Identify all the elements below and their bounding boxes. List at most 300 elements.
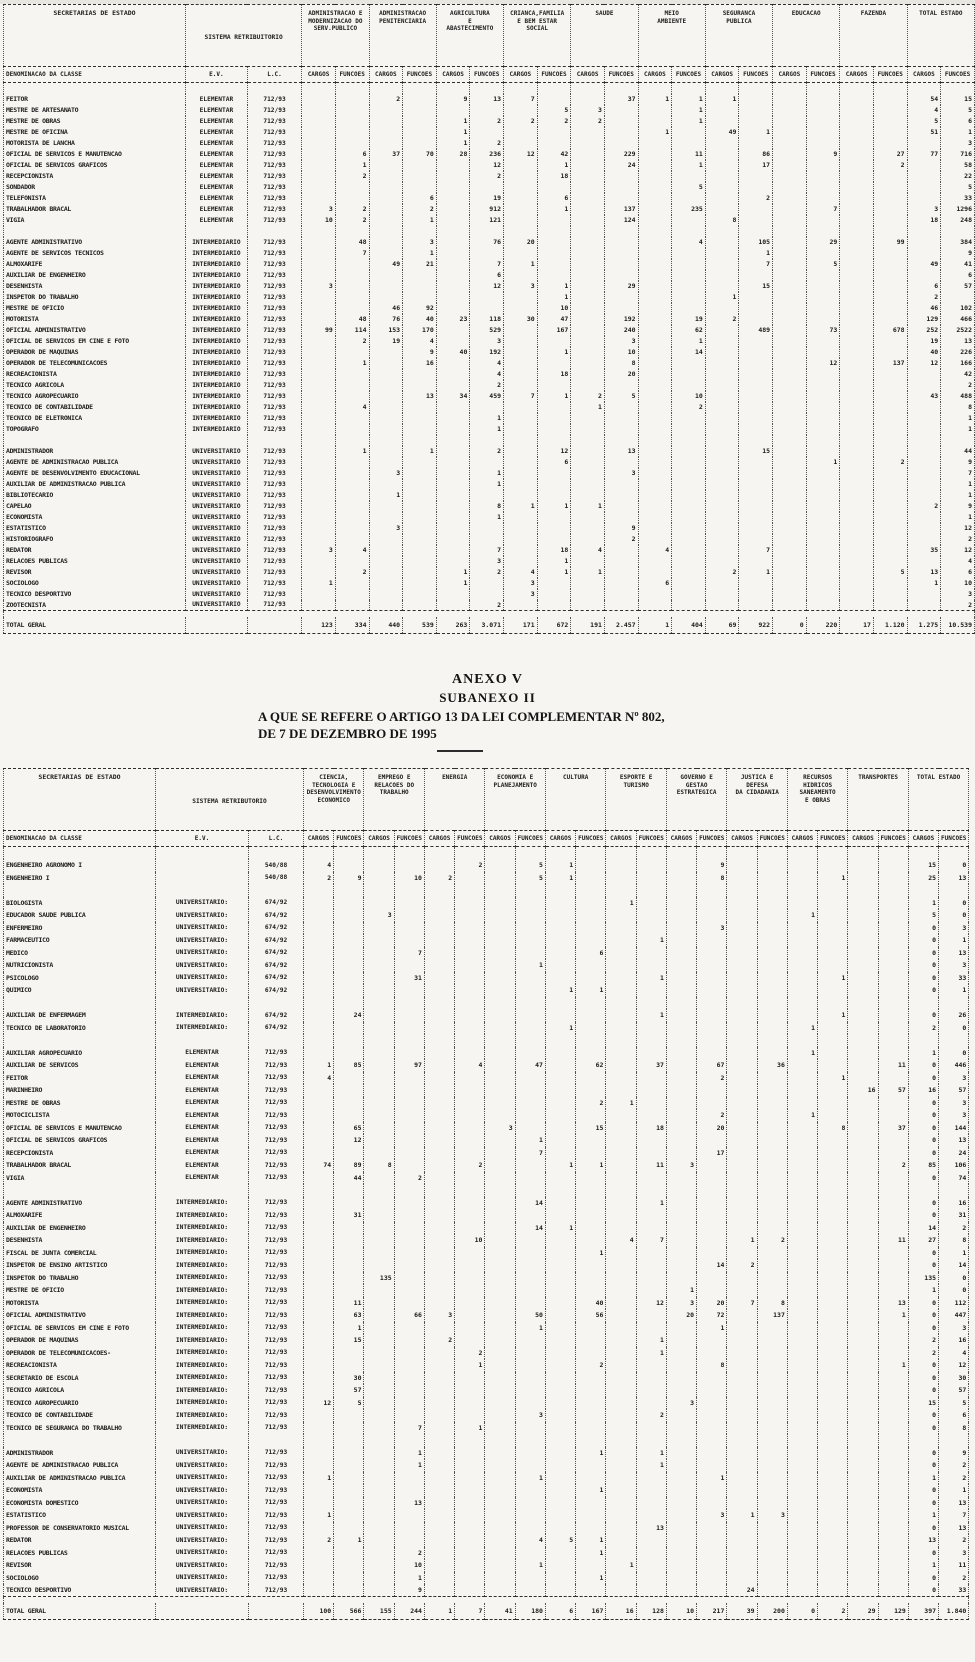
table-row xyxy=(4,578,975,589)
value-cell xyxy=(537,94,571,105)
value-cell xyxy=(878,947,908,960)
class-name-cell: AGENTE ADMINISTRATIVO xyxy=(4,1197,156,1210)
class-name-cell: VIGIA xyxy=(4,215,186,226)
value-cell xyxy=(705,336,739,347)
value-cell xyxy=(787,1522,817,1535)
value-cell xyxy=(504,303,538,314)
value-cell: 8 xyxy=(697,1359,727,1372)
value-cell xyxy=(840,545,874,556)
value-cell xyxy=(636,947,666,960)
value-cell xyxy=(364,1359,394,1372)
value-cell xyxy=(806,380,840,391)
value-cell xyxy=(757,1047,787,1060)
value-cell xyxy=(672,435,706,446)
value-cell xyxy=(424,1259,454,1272)
value-cell xyxy=(878,1434,908,1447)
value-cell xyxy=(727,984,757,997)
value-cell xyxy=(697,959,727,972)
value-cell xyxy=(773,413,807,424)
value-cell: 9 xyxy=(403,347,437,358)
value-cell xyxy=(364,1072,394,1085)
value-cell xyxy=(878,859,908,872)
value-cell: 7 xyxy=(941,468,975,479)
value-cell xyxy=(848,1584,878,1597)
value-cell xyxy=(818,897,848,910)
value-cell xyxy=(672,259,706,270)
value-cell xyxy=(873,127,907,138)
value-cell: 20 xyxy=(697,1297,727,1310)
group-header-line: PLANEJAMENTO xyxy=(493,781,537,789)
value-cell xyxy=(545,1184,575,1197)
value-cell xyxy=(840,149,874,160)
group-header-line: ECONOMIA E xyxy=(497,774,534,781)
group-header-line: E BEM ESTAR xyxy=(517,17,558,25)
value-cell xyxy=(537,424,571,435)
value-cell xyxy=(697,1159,727,1172)
value-cell xyxy=(638,237,672,248)
value-cell: 912 xyxy=(470,204,504,215)
value-cell: 124 xyxy=(604,215,638,226)
class-name-cell: ENGENHEIRO AGRONOMO I xyxy=(4,859,156,872)
value-cell: 1 xyxy=(455,1422,485,1435)
value-cell: 5 xyxy=(939,1397,969,1410)
value-cell: 19 xyxy=(470,193,504,204)
value-cell xyxy=(757,1284,787,1297)
value-cell xyxy=(806,292,840,303)
ev-cell: ELEMENTAR xyxy=(186,215,248,226)
value-cell xyxy=(773,237,807,248)
value-cell xyxy=(394,1234,424,1247)
class-name-cell: AUXILIAR DE ADMINISTRACAO PUBLICA xyxy=(4,1472,156,1485)
value-cell xyxy=(806,567,840,578)
value-cell xyxy=(727,934,757,947)
value-cell xyxy=(727,872,757,885)
value-cell xyxy=(697,1197,727,1210)
value-cell xyxy=(302,160,336,171)
value-cell: 1 xyxy=(576,1534,606,1547)
value-cell: 57 xyxy=(941,281,975,292)
value-cell xyxy=(818,1234,848,1247)
value-cell: 4 xyxy=(939,1347,969,1360)
value-cell xyxy=(436,556,470,567)
value-cell: 1 xyxy=(470,424,504,435)
value-cell xyxy=(739,556,773,567)
value-cell xyxy=(666,847,696,860)
value-cell xyxy=(878,922,908,935)
value-cell xyxy=(485,1459,515,1472)
table-row xyxy=(4,1084,969,1097)
value-cell: 74 xyxy=(304,1159,334,1172)
value-cell xyxy=(504,402,538,413)
table-row xyxy=(4,947,969,960)
value-cell: 18 xyxy=(537,369,571,380)
class-name-cell xyxy=(4,884,156,897)
value-cell xyxy=(436,501,470,512)
value-cell xyxy=(515,1034,545,1047)
value-cell xyxy=(606,1047,636,1060)
value-cell xyxy=(545,1109,575,1122)
value-cell xyxy=(840,567,874,578)
value-cell xyxy=(908,847,938,860)
value-cell xyxy=(424,1097,454,1110)
ev-cell xyxy=(156,884,249,897)
value-cell xyxy=(537,248,571,259)
value-cell: 9 xyxy=(436,94,470,105)
value-cell xyxy=(424,1134,454,1147)
value-cell xyxy=(636,1372,666,1385)
value-cell xyxy=(606,1384,636,1397)
value-cell xyxy=(571,490,605,501)
value-cell: 2 xyxy=(470,446,504,457)
value-cell xyxy=(424,1484,454,1497)
value-cell xyxy=(636,1072,666,1085)
table-row xyxy=(4,204,975,215)
value-cell: 12 xyxy=(941,523,975,534)
table-row xyxy=(4,1409,969,1422)
value-cell xyxy=(907,248,941,259)
value-cell: 0 xyxy=(908,1322,938,1335)
value-cell xyxy=(335,193,369,204)
value-cell xyxy=(818,1547,848,1560)
value-cell xyxy=(757,1197,787,1210)
value-cell xyxy=(739,490,773,501)
value-cell xyxy=(773,457,807,468)
class-name-cell: OPERADOR DE TELECOMUNICACOES- xyxy=(4,1347,156,1360)
value-cell xyxy=(907,369,941,380)
value-cell: 129 xyxy=(907,314,941,325)
value-cell xyxy=(727,1034,757,1047)
value-cell: 0 xyxy=(939,897,969,910)
class-name-cell: OFICIAL DE SERVICOS EM CINE E FOTO xyxy=(4,1322,156,1335)
value-cell xyxy=(470,457,504,468)
class-name-cell: TECNICO AGRICOLA xyxy=(4,1384,156,1397)
lc-cell: 712/93 xyxy=(249,1447,304,1460)
value-cell xyxy=(485,947,515,960)
value-cell xyxy=(705,193,739,204)
lc-cell: 540/88 xyxy=(249,859,304,872)
value-cell: 1 xyxy=(515,1134,545,1147)
value-cell: 2 xyxy=(941,600,975,611)
value-cell xyxy=(606,1497,636,1510)
value-cell xyxy=(424,1209,454,1222)
class-name-cell: RECEPCIONISTA xyxy=(4,1147,156,1160)
table-row xyxy=(4,1584,969,1597)
value-cell xyxy=(571,127,605,138)
ev-cell: UNIVERSITARIO: xyxy=(156,1584,249,1597)
value-cell: 6 xyxy=(638,578,672,589)
lc-cell: 712/93 xyxy=(249,1159,304,1172)
lc-cell: 674/92 xyxy=(249,959,304,972)
value-cell xyxy=(545,1259,575,1272)
lc-cell xyxy=(247,83,301,94)
value-cell xyxy=(757,1409,787,1422)
value-cell: 3 xyxy=(470,556,504,567)
value-cell xyxy=(334,1259,364,1272)
value-cell xyxy=(334,1234,364,1247)
value-cell xyxy=(364,1034,394,1047)
value-cell xyxy=(840,578,874,589)
value-cell: 30 xyxy=(504,314,538,325)
value-cell xyxy=(787,884,817,897)
class-name-cell: SOCIOLOGO xyxy=(4,1572,156,1585)
value-cell xyxy=(304,897,334,910)
lc-cell: 712/93 xyxy=(247,523,301,534)
value-cell xyxy=(335,347,369,358)
value-cell: 8 xyxy=(757,1297,787,1310)
lc-cell: 712/93 xyxy=(247,347,301,358)
value-cell: 7 xyxy=(504,391,538,402)
ev-cell: INTERMEDIARIO xyxy=(186,347,248,358)
value-cell xyxy=(394,1359,424,1372)
value-cell: 1 xyxy=(727,1509,757,1522)
value-cell: 2 xyxy=(455,1347,485,1360)
value-cell xyxy=(403,468,437,479)
table-row xyxy=(4,859,969,872)
table-row xyxy=(4,182,975,193)
value-cell xyxy=(606,859,636,872)
value-cell xyxy=(806,501,840,512)
value-cell xyxy=(873,116,907,127)
value-cell xyxy=(939,884,969,897)
value-cell: 240 xyxy=(604,325,638,336)
value-cell xyxy=(787,1534,817,1547)
value-cell xyxy=(436,171,470,182)
value-cell xyxy=(787,1397,817,1410)
ev-cell: INTERMEDIARIO: xyxy=(156,1347,249,1360)
secretariat-group-header xyxy=(773,5,840,67)
value-cell xyxy=(576,872,606,885)
value-cell xyxy=(739,523,773,534)
value-cell xyxy=(335,259,369,270)
ev-cell: INTERMEDIARIO xyxy=(186,237,248,248)
value-cell xyxy=(705,512,739,523)
value-cell xyxy=(818,1397,848,1410)
cargos-column-header: CARGOS xyxy=(304,831,334,847)
value-cell xyxy=(773,490,807,501)
value-cell: 36 xyxy=(757,1059,787,1072)
value-cell xyxy=(697,1272,727,1285)
value-cell: 0 xyxy=(908,1072,938,1085)
value-cell xyxy=(878,1409,908,1422)
value-cell xyxy=(705,369,739,380)
class-name-cell: OFICIAL DE SERVICOS E MANUTENCAO xyxy=(4,149,186,160)
value-cell: 6 xyxy=(470,270,504,281)
value-cell: 70 xyxy=(403,149,437,160)
value-cell: 30 xyxy=(334,1372,364,1385)
value-cell: 0 xyxy=(908,1309,938,1322)
value-cell xyxy=(757,1334,787,1347)
value-cell: 236 xyxy=(470,149,504,160)
value-cell xyxy=(840,501,874,512)
value-cell xyxy=(455,984,485,997)
lc-cell: 712/93 xyxy=(247,204,301,215)
value-cell: 15 xyxy=(739,446,773,457)
value-cell xyxy=(304,884,334,897)
funcoes-column-header: FUNCOES xyxy=(806,67,840,83)
lc-cell: 712/93 xyxy=(247,358,301,369)
value-cell: 1 xyxy=(939,1247,969,1260)
value-cell xyxy=(757,922,787,935)
value-cell xyxy=(727,1009,757,1022)
class-name-cell: TECNICO DE CONTABILIDADE xyxy=(4,1409,156,1422)
group-header-line: RECURSOS xyxy=(803,774,833,781)
value-cell xyxy=(818,1034,848,1047)
value-cell xyxy=(666,1347,696,1360)
value-cell xyxy=(873,479,907,490)
value-cell xyxy=(545,1359,575,1372)
class-name-cell: PSICOLOGO xyxy=(4,972,156,985)
table-row xyxy=(4,1259,969,1272)
value-cell xyxy=(806,193,840,204)
value-cell xyxy=(840,292,874,303)
value-cell: 12 xyxy=(304,1397,334,1410)
value-cell xyxy=(636,1147,666,1160)
class-name-cell xyxy=(4,83,186,94)
value-cell: 10 xyxy=(672,391,706,402)
value-cell xyxy=(818,847,848,860)
value-cell xyxy=(818,1359,848,1372)
value-cell xyxy=(302,380,336,391)
value-cell: 3 xyxy=(697,922,727,935)
value-cell xyxy=(485,1272,515,1285)
lc-cell xyxy=(249,847,304,860)
value-cell: 44 xyxy=(941,446,975,457)
value-cell xyxy=(302,523,336,534)
value-cell xyxy=(335,600,369,611)
value-cell xyxy=(806,545,840,556)
value-cell xyxy=(424,972,454,985)
value-cell xyxy=(787,1122,817,1135)
class-name-cell: OPERADOR DE MAQUINAS xyxy=(4,1334,156,1347)
value-cell xyxy=(304,1372,334,1385)
value-cell xyxy=(537,138,571,149)
value-cell xyxy=(304,1409,334,1422)
value-cell xyxy=(907,226,941,237)
lc-cell: 712/93 xyxy=(247,270,301,281)
ev-cell: UNIVERSITARIO: xyxy=(156,1472,249,1485)
value-cell xyxy=(576,1584,606,1597)
ev-cell: UNIVERSITARIO: xyxy=(156,947,249,960)
value-cell xyxy=(697,1447,727,1460)
value-cell xyxy=(787,872,817,885)
value-cell xyxy=(504,435,538,446)
value-cell: 1 xyxy=(672,116,706,127)
value-cell xyxy=(606,984,636,997)
value-cell: 1 xyxy=(606,1097,636,1110)
value-cell xyxy=(672,270,706,281)
value-cell xyxy=(515,897,545,910)
lc-cell: 674/92 xyxy=(249,922,304,935)
value-cell xyxy=(436,281,470,292)
value-cell xyxy=(304,1434,334,1447)
value-cell xyxy=(455,1584,485,1597)
value-cell: 155 xyxy=(364,1603,394,1620)
ev-cell: UNIVERSITARIO xyxy=(186,512,248,523)
value-cell: 43 xyxy=(907,391,941,402)
cargos-column-header: CARGOS xyxy=(727,831,757,847)
value-cell xyxy=(818,947,848,960)
value-cell xyxy=(672,127,706,138)
value-cell xyxy=(697,1134,727,1147)
value-cell xyxy=(697,1434,727,1447)
value-cell xyxy=(606,1059,636,1072)
value-cell xyxy=(848,1359,878,1372)
ev-cell: INTERMEDIARIO xyxy=(186,424,248,435)
value-cell: 11 xyxy=(636,1159,666,1172)
value-cell xyxy=(455,947,485,960)
value-cell: 3 xyxy=(302,204,336,215)
value-cell xyxy=(848,1097,878,1110)
value-cell: 1 xyxy=(304,1472,334,1485)
value-cell xyxy=(787,1559,817,1572)
value-cell xyxy=(806,314,840,325)
value-cell xyxy=(455,1259,485,1272)
value-cell xyxy=(369,435,403,446)
value-cell xyxy=(606,1359,636,1372)
value-cell xyxy=(697,1172,727,1185)
value-cell: 0 xyxy=(908,1572,938,1585)
value-cell: 12 xyxy=(470,281,504,292)
table-row xyxy=(4,872,969,885)
value-cell xyxy=(364,1297,394,1310)
value-cell xyxy=(515,1184,545,1197)
value-cell xyxy=(455,972,485,985)
lc-cell: 712/93 xyxy=(249,1522,304,1535)
value-cell xyxy=(840,248,874,259)
value-cell xyxy=(848,1197,878,1210)
value-cell xyxy=(504,215,538,226)
value-cell xyxy=(840,512,874,523)
value-cell: 29 xyxy=(604,281,638,292)
value-cell xyxy=(806,138,840,149)
value-cell xyxy=(334,1034,364,1047)
lc-cell: 712/93 xyxy=(249,1209,304,1222)
value-cell xyxy=(878,1284,908,1297)
value-cell xyxy=(818,1509,848,1522)
lc-cell: 712/93 xyxy=(249,1572,304,1585)
lc-cell: 674/92 xyxy=(249,1022,304,1035)
value-cell xyxy=(576,847,606,860)
value-cell xyxy=(576,1197,606,1210)
class-name-cell: OPERADOR DE MAQUINAS xyxy=(4,347,186,358)
value-cell: 2 xyxy=(873,160,907,171)
value-cell: 13 xyxy=(939,947,969,960)
value-cell: 2 xyxy=(739,193,773,204)
value-cell: 1 xyxy=(697,1322,727,1335)
value-cell xyxy=(739,391,773,402)
class-name-cell: TOPOGRAFO xyxy=(4,424,186,435)
group-header-line: CRIANCA,FAMILIA xyxy=(510,10,565,17)
value-cell: 6 xyxy=(576,947,606,960)
table-row xyxy=(4,1459,969,1472)
value-cell xyxy=(403,160,437,171)
lc-cell: 712/93 xyxy=(249,1284,304,1297)
value-cell xyxy=(848,909,878,922)
value-cell xyxy=(576,884,606,897)
value-cell xyxy=(571,215,605,226)
cargos-column-header: CARGOS xyxy=(666,831,696,847)
value-cell xyxy=(485,984,515,997)
value-cell xyxy=(848,1559,878,1572)
lc-cell xyxy=(249,884,304,897)
value-cell xyxy=(455,872,485,885)
value-cell: 2 xyxy=(907,292,941,303)
value-cell xyxy=(571,182,605,193)
lc-cell: 712/93 xyxy=(247,248,301,259)
value-cell: 4 xyxy=(403,336,437,347)
value-cell: 6 xyxy=(941,270,975,281)
value-cell xyxy=(364,1022,394,1035)
